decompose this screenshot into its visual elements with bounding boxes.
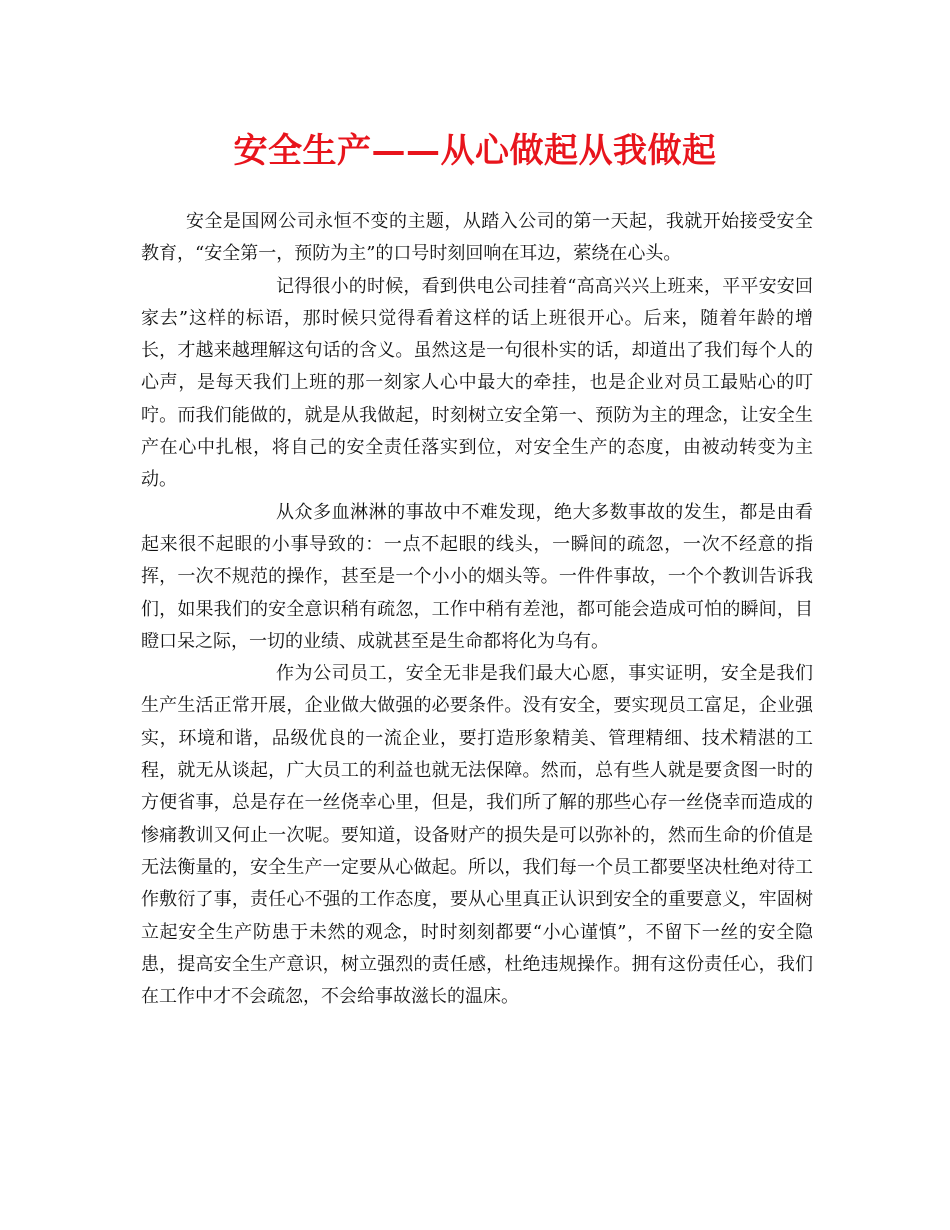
- paragraph-accident-lessons: 从众多血淋淋的事故中不难发现，绝大多数事故的发生，都是由看起来很不起眼的小事导致的：一点不起眼的线头，一瞬间的疏忽，一次不经意的指挥，一次不规范的操作，甚至是一个小小的烟头等。一件件事故，一个个教训告诉我们，如果我们的安全意识稍有疏忽，工作中稍有差池，都可能会造成可怕的瞬间，目瞪口呆之际，一切的业绩、成就甚至是生命都将化为乌有。: [141, 501, 813, 652]
- paragraph-intro: 安全是国网公司永恒不变的主题，从踏入公司的第一天起，我就开始接受安全教育，“安全第一，预防为主”的口号时刻回响在耳边，萦绕在心头。: [141, 211, 813, 265]
- document-title: 安全生产——从心做起从我做起: [233, 131, 717, 171]
- document-body: [141, 206, 813, 1013]
- paragraph-employee-responsibility: 作为公司员工，安全无非是我们最大心愿，事实证明，安全是我们生产生活正常开展，企业做大做强的必要条件。没有安全，要实现员工富足，企业强实，环境和谐，品级优良的一流企业，要打造形象精美、管理精细、技术精湛的工程，就无从谈起，广大员工的利益也就无法保障。然而，总有些人就是要贪图一时的方便省事，总是存在一丝侥幸心里，但是，我们所了解的那些心存一丝侥幸而造成的惨痛教训又何止一次呢。要知道，设备财产的损失是可以弥补的，然而生命的价值是无法衡量的，安全生产一定要从心做起。所以，我们每一个员工都要坚决杜绝对待工作敷衍了事，责任心不强的工作态度，要从心里真正认识到安全的重要意义，牢固树立起安全生产防患于未然的观念，时时刻刻都要“小心谨慎”，不留下一丝的安全隐患，提高安全生产意识，树立强烈的责任感，杜绝违规操作。拥有这份责任心，我们在工作中才不会疏忽，不会给事故滋长的温床。: [141, 663, 813, 1008]
- paragraph-childhood-memory: 记得很小的时候，看到供电公司挂着“高高兴兴上班来，平平安安回家去”这样的标语，那时候只觉得看着这样的话上班很开心。后来，随着年龄的增长，才越来越理解这句话的含义。虽然这是一句很朴实的话，却道出了我们每个人的心声，是每天我们上班的那一刻家人心中最大的牵挂，也是企业对员工最贴心的叮咛。而我们能做的，就是从我做起，时刻树立安全第一、预防为主的理念，让安全生产在心中扎根，将自己的安全责任落实到位，对安全生产的态度，由被动转变为主动。: [141, 275, 813, 491]
